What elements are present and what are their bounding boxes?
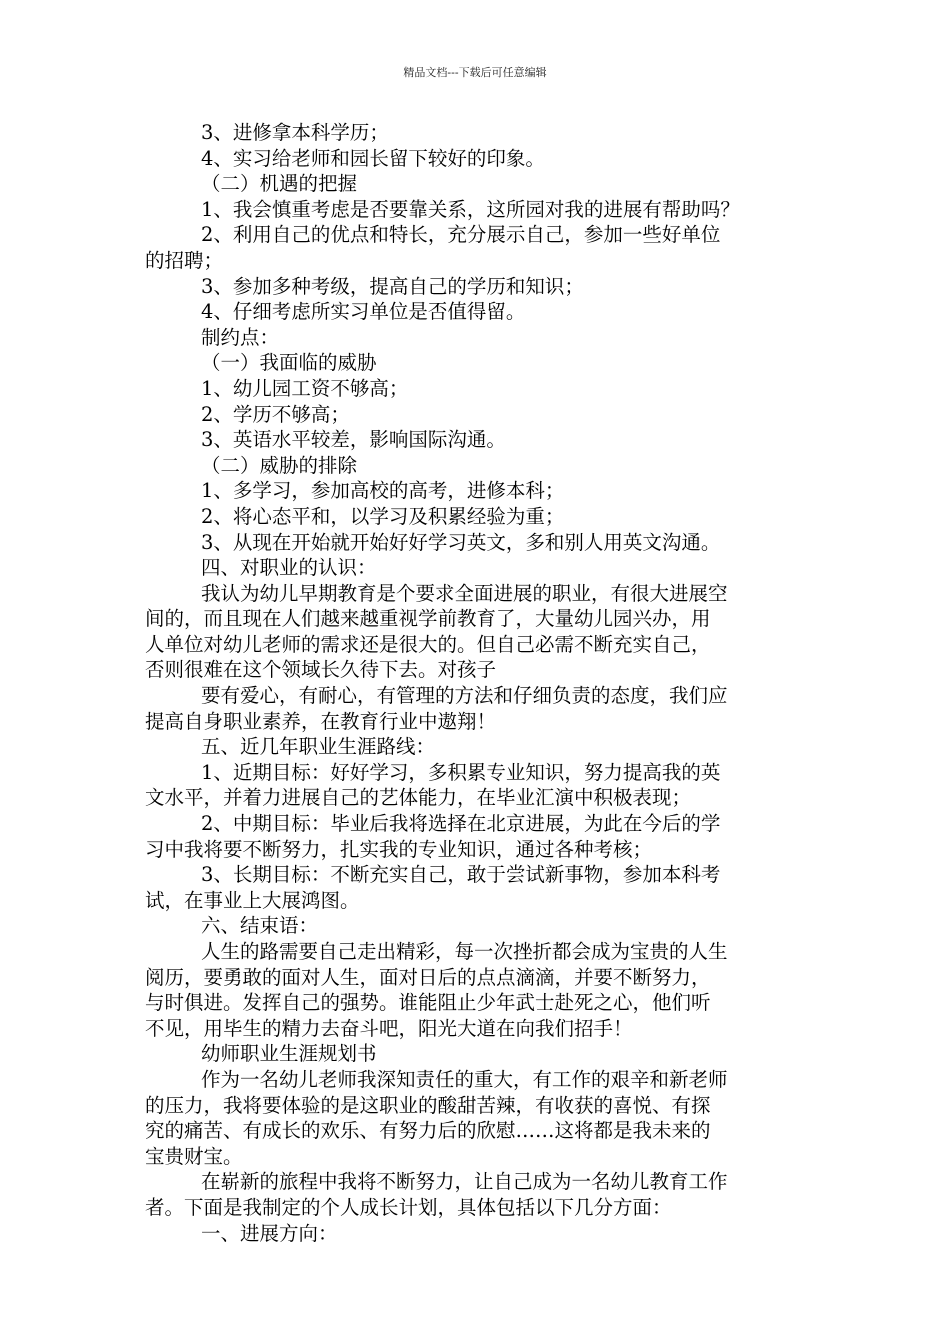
page-header: 精品文档---下载后可任意编辑 — [403, 66, 547, 79]
paragraph-line: 宝贵财宝。 — [145, 1144, 243, 1168]
text-line: 3、参加多种考级，提高自己的学历和知识； — [201, 274, 584, 298]
section-heading: 六、结束语： — [201, 914, 319, 938]
paragraph-line: 的压力，我将要体验的是这职业的酸甜苦辣，有收获的喜悦、有探 — [145, 1093, 711, 1117]
paragraph-line: 人单位对幼儿老师的需求还是很大的。但自己必需不断充实自己， — [145, 632, 711, 656]
paragraph-line: 不见，用毕生的精力去奋斗吧，阳光大道在向我们招手！ — [145, 1016, 633, 1040]
text-line: 1、我会慎重考虑是否要靠关系，这所园对我的进展有帮助吗？ — [201, 197, 740, 221]
paragraph-line: 作为一名幼儿老师我深知责任的重大，有工作的艰辛和新老师 — [201, 1067, 728, 1091]
document-body — [145, 120, 810, 1246]
paragraph-line: 在崭新的旅程中我将不断努力，让自己成为一名幼儿教育工作 — [201, 1170, 728, 1194]
paragraph-line: 阅历，要勇敢的面对人生，面对日后的点点滴滴，并要不断努力， — [145, 965, 711, 989]
text-line: 2、利用自己的优点和特长，充分展示自己，参加一些好单位 — [201, 223, 721, 247]
paragraph-line: 我认为幼儿早期教育是个要求全面进展的职业，有很大进展空 — [201, 581, 728, 605]
text-line: 3、从现在开始就开始好好学习英文，多和别人用英文沟通。 — [201, 530, 721, 554]
paragraph-line: 2、中期目标：毕业后我将选择在北京进展，为此在今后的学 — [201, 812, 721, 836]
section-heading: （二）威胁的排除 — [201, 453, 358, 477]
section-heading: 制约点： — [201, 325, 280, 349]
paragraph-line: 者。下面是我制定的个人成长计划，具体包括以下几分方面： — [145, 1195, 672, 1219]
paragraph-line: 间的，而且现在人们越来越重视学前教育了，大量幼儿园兴办，用 — [145, 607, 711, 631]
text-line: 1、幼儿园工资不够高； — [201, 376, 409, 400]
text-line: 1、多学习，参加高校的高考，进修本科； — [201, 479, 565, 503]
section-heading: 幼师职业生涯规划书 — [201, 1042, 377, 1066]
text-line: 4、实习给老师和园长留下较好的印象。 — [201, 146, 545, 170]
paragraph-line: 试，在事业上大展鸿图。 — [145, 888, 360, 912]
section-heading: （二）机遇的把握 — [201, 172, 358, 196]
paragraph-line: 要有爱心，有耐心，有管理的方法和仔细负责的态度，我们应 — [201, 684, 728, 708]
paragraph-line: 人生的路需要自己走出精彩，每一次挫折都会成为宝贵的人生 — [201, 940, 728, 963]
paragraph-line: 提高自身职业素养，在教育行业中遨翔！ — [145, 709, 497, 733]
paragraph-line: 1、近期目标：好好学习，多积累专业知识，努力提高我的英 — [201, 760, 721, 784]
text-line: 2、将心态平和，以学习及积累经验为重； — [201, 504, 565, 528]
section-heading: 五、近几年职业生涯路线： — [201, 735, 436, 759]
paragraph-line: 习中我将要不断努力，扎实我的专业知识，通过各种考核； — [145, 837, 653, 861]
section-heading: 一、进展方向： — [201, 1221, 338, 1245]
paragraph-line: 否则很难在这个领域长久待下去。对孩子 — [145, 658, 497, 682]
text-line: 3、英语水平较差，影响国际沟通。 — [201, 428, 506, 452]
text-line: 4、仔细考虑所实习单位是否值得留。 — [201, 300, 526, 324]
paragraph-line: 3、长期目标：不断充实自己，敢于尝试新事物，参加本科考 — [201, 863, 721, 887]
section-heading: 四、对职业的认识： — [201, 556, 377, 580]
text-line: 3、进修拿本科学历； — [201, 121, 389, 144]
text-line: 的招聘； — [145, 248, 224, 272]
paragraph-line: 文水平，并着力进展自己的艺体能力，在毕业汇演中积极表现； — [145, 786, 692, 810]
section-heading: （一）我面临的威胁 — [201, 351, 377, 375]
paragraph-line: 究的痛苦、有成长的欢乐、有努力后的欣慰……这将都是我未来的 — [145, 1119, 711, 1143]
paragraph-line: 与时俱进。发挥自己的强势。谁能阻止少年武士赴死之心，他们听 — [145, 991, 711, 1015]
text-line: 2、学历不够高； — [201, 402, 350, 426]
